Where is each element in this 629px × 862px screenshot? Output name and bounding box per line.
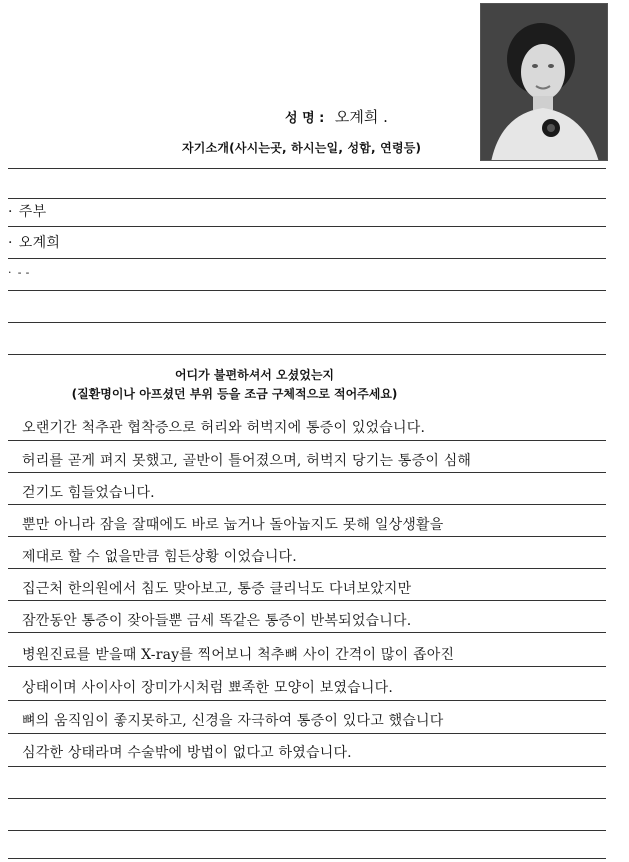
name-field [285,106,388,127]
ruled-line [8,226,606,227]
intro-line-text: - - [17,266,30,279]
ruled-line [8,666,606,667]
ruled-line [8,168,606,169]
portrait-photo [480,3,608,161]
intro-line-occupation: · 주부 [8,204,47,220]
complaint-line: 잠깐동안 통증이 잦아들뿐 금세 똑같은 통증이 반복되었습니다. [22,613,412,629]
complaint-line: 오랜기간 척추관 협착증으로 허리와 허벅지에 통증이 있었습니다. [22,420,426,436]
ruled-line [8,632,606,633]
ruled-line [8,322,606,323]
ruled-line [8,536,606,537]
ruled-line [8,700,606,701]
name-value: 오계희 . [334,108,388,126]
ruled-line [8,568,606,569]
complaint-line: 병원진료를 받을때 X-ray를 찍어보니 척추뼈 사이 간격이 많이 좁아진 [22,647,455,663]
intro-section-title: 자기소개(사시는곳, 하시는일, 성함, 연령등) [182,141,422,155]
intro-line-text: 주부 [18,204,47,220]
complaint-section-subtitle: (질환명이나 아프셨던 부위 등을 조금 구체적으로 적어주세요) [71,387,398,401]
ruled-line [8,504,606,505]
ruled-line [8,198,606,199]
complaint-line: 뼈의 움직임이 좋지못하고, 신경을 자극하여 통증이 있다고 했습니다 [22,713,444,729]
complaint-line: 심각한 상태라며 수술밖에 방법이 없다고 하였습니다. [22,745,352,761]
intro-line-name: · 오계희 [8,235,61,251]
ruled-line [8,830,606,831]
ruled-line [8,858,606,859]
complaint-line: 걷기도 힘들었습니다. [22,485,155,501]
intro-line-text: 오계희 [18,235,61,251]
ruled-line [8,290,606,291]
ruled-line [8,440,606,441]
complaint-line: 뿐만 아니라 잠을 잘때에도 바로 눕거나 돌아눕지도 못해 일상생활을 [22,517,444,533]
name-label: 성 명 : [285,111,325,126]
complaint-line: 집근처 한의원에서 침도 맞아보고, 통증 클리닉도 다녀보았지만 [22,581,412,597]
ruled-line [8,766,606,767]
complaint-line: 제대로 할 수 없을만큼 힘든상황 이었습니다. [22,549,297,565]
ruled-line [8,733,606,734]
ruled-line [8,600,606,601]
ruled-line [8,472,606,473]
ruled-line [8,354,606,355]
portrait-image [481,4,608,161]
complaint-line: 상태이며 사이사이 장미가시처럼 뾰족한 모양이 보였습니다. [22,680,393,696]
complaint-line: 허리를 곧게 펴지 못했고, 골반이 틀어졌으며, 허벅지 당기는 통증이 심해 [22,453,472,469]
intro-line-age: · - - [8,266,30,279]
ruled-line [8,798,606,799]
ruled-line [8,258,606,259]
complaint-section-title: 어디가 불편하셔서 오셨었는지 [174,368,335,382]
